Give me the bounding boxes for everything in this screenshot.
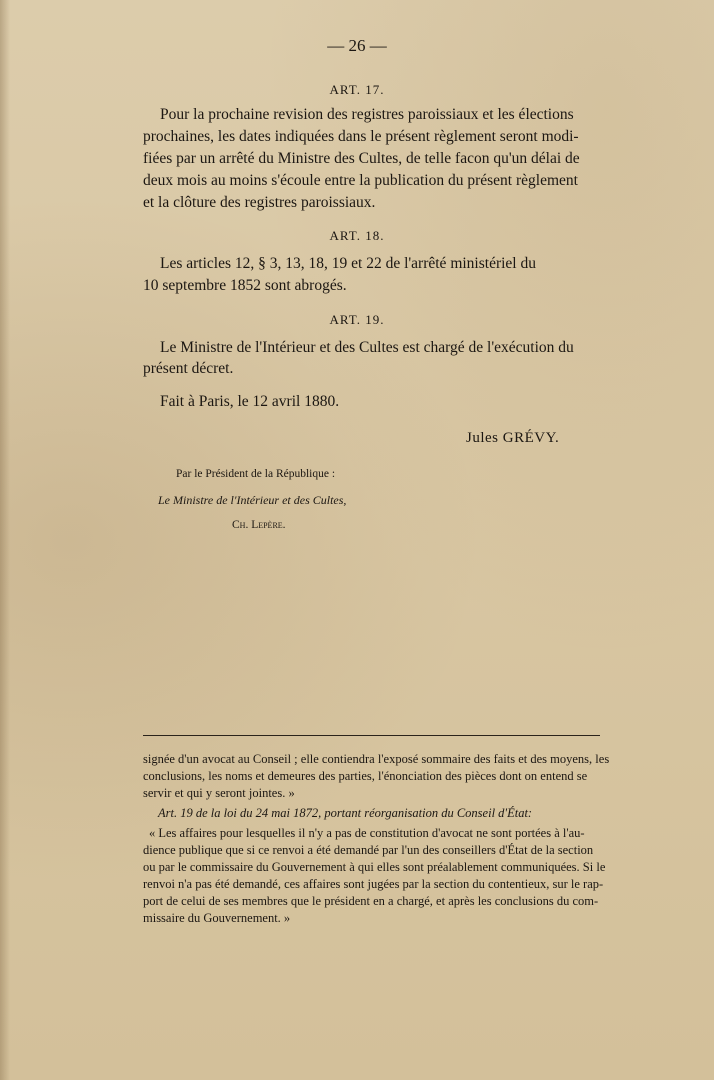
minister-title: Le Ministre de l'Intérieur et des Cultes, xyxy=(158,493,347,507)
place-and-date: Fait à Paris, le 12 avril 1880. xyxy=(160,393,340,410)
article-18-line: 10 septembre 1852 sont abrogés. xyxy=(143,277,347,294)
article-19-line: Le Ministre de l'Intérieur et des Cultes est chargé de l'exécution du xyxy=(160,339,574,356)
footnote-art-reference: Art. 19 de la loi du 24 mai 1872, portant réorganisation du Conseil d'État: xyxy=(158,806,533,820)
footnote-line: servir et qui y seront jointes. » xyxy=(143,786,295,800)
article-19-line: présent décret. xyxy=(143,360,234,377)
article-17-line: et la clôture des registres paroissiaux. xyxy=(143,194,376,211)
article-17-line: Pour la prochaine revision des registres paroissiaux et les élections xyxy=(160,106,574,123)
footnote-rule xyxy=(143,735,600,736)
footnote-quote-line: ou par le commissaire du Gouvernement à qui elles sont préalablement communiquées. Si le xyxy=(143,860,606,874)
article-17-line: fiées par un arrêté du Ministre des Cultes, de telle facon qu'un délai de xyxy=(143,150,580,167)
by-president-line: Par le Président de la République : xyxy=(176,468,336,480)
signature-president: Jules GRÉVY. xyxy=(466,430,560,446)
footnote-quote-line: « Les affaires pour lesquelles il n'y a pas de constitution d'avocat ne sont portées à l'au- xyxy=(149,826,585,840)
footnote-quote-line: port de celui de ses membres que le président en a chargé, et après les conclusions du com- xyxy=(143,894,599,908)
article-17-line: prochaines, les dates indiquées dans le présent règlement seront modi- xyxy=(143,128,579,145)
article-18-heading: ART. 18. xyxy=(329,228,385,243)
footnote-quote-line: missaire du Gouvernement. » xyxy=(143,911,291,925)
page-number: — 26 — xyxy=(327,36,387,55)
article-18-line: Les articles 12, § 3, 13, 18, 19 et 22 de l'arrêté ministériel du xyxy=(160,255,536,272)
page-edge-shadow xyxy=(0,0,10,1080)
minister-name: Ch. Lepère. xyxy=(232,519,286,531)
article-17-heading: ART. 17. xyxy=(329,82,385,97)
footnote-quote-line: dience publique que si ce renvoi a été demandé par l'un des conseillers d'État de la section xyxy=(143,843,594,857)
article-17-line: deux mois au moins s'écoule entre la publication du présent règlement xyxy=(143,172,578,189)
footnote-quote-line: renvoi n'a pas été demandé, ces affaires sont jugées par la section du contentieux, sur le rap- xyxy=(143,877,604,891)
article-19-heading: ART. 19. xyxy=(329,312,385,327)
footnote-line: conclusions, les noms et demeures des parties, l'énonciation des pièces dont on entend se xyxy=(143,769,588,783)
footnote-line: signée d'un avocat au Conseil ; elle contiendra l'exposé sommaire des faits et des moyens, les xyxy=(143,752,610,766)
